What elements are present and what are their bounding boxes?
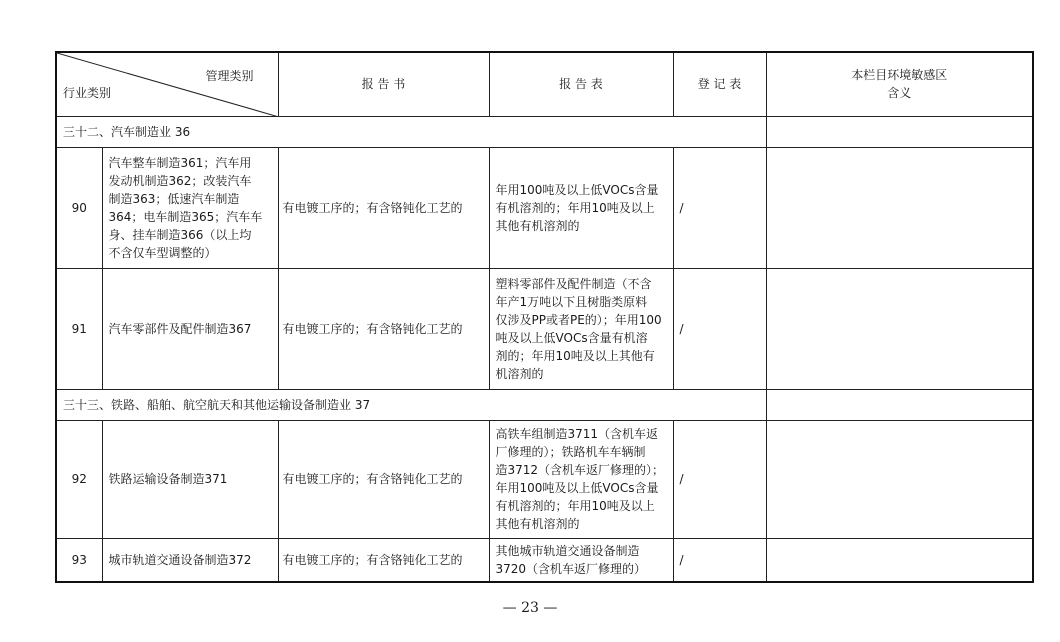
report-book-header: 报 告 书	[278, 52, 489, 116]
register-form-cell: /	[673, 420, 766, 538]
industry-name	[102, 147, 278, 268]
report-form-line: 厂修理的）；铁路机车车辆制	[495, 445, 646, 459]
report-form-line: 机溶剂的	[495, 366, 544, 381]
report-form-line: 3720（含机车返厂修理的）	[495, 561, 647, 576]
report-form-line: 其他有机溶剂的	[495, 218, 580, 233]
table-row	[56, 147, 1033, 268]
register-form-header: 登 记 表	[673, 52, 766, 116]
industry-name-line: 汽车整车制造361；汽车用	[108, 155, 252, 170]
industry-category-label: 行业类别	[63, 85, 112, 100]
row-number: 93	[56, 538, 102, 582]
diagonal-header-cell	[56, 52, 278, 116]
report-book-cell: 有电镀工序的；有含铬钝化工艺的	[278, 538, 489, 582]
report-form-cell	[489, 268, 673, 389]
report-form-line: 仅涉及PP或者PE的）；年用100	[495, 312, 662, 327]
section-row	[56, 116, 1033, 147]
report-form-line: 有机溶剂的；年用10吨及以上	[495, 499, 655, 513]
industry-name-line: 身、挂车制造366（以上均	[108, 227, 252, 242]
report-form-cell	[489, 538, 673, 582]
register-form-cell: /	[673, 538, 766, 582]
management-category-label: 管理类别	[205, 69, 254, 83]
report-form-cell	[489, 420, 673, 538]
industry-name-line: 汽车零部件及配件制造367	[108, 321, 252, 336]
report-form-line: 其他城市轨道交通设备制造	[495, 543, 640, 558]
section-title: 三十二、汽车制造业 36	[56, 116, 766, 147]
report-form-line: 剂的；年用10吨及以上其他有	[495, 348, 655, 363]
row-number: 90	[56, 147, 102, 268]
row-number: 91	[56, 268, 102, 389]
section-title: 三十三、铁路、船舶、航空航天和其他运输设备制造业 37	[56, 389, 766, 420]
sensitive-area-header	[766, 52, 1033, 116]
sensitive-area-cell	[766, 147, 1033, 268]
industry-name-line: 制造363；低速汽车制造	[108, 191, 240, 206]
table-row	[56, 538, 1033, 582]
industry-name	[102, 268, 278, 389]
sensitive-area-cell	[766, 268, 1033, 389]
register-form-cell: /	[673, 268, 766, 389]
report-form-line: 造3712（含机车返厂修理的）；	[495, 463, 665, 477]
section-row	[56, 389, 1033, 420]
report-form-line: 吨及以上低VOCs含量有机溶	[495, 330, 648, 345]
table-row	[56, 420, 1033, 538]
report-form-line: 年产1万吨以下且树脂类原料	[495, 294, 648, 309]
sensitive-area-header-line1: 本栏目环境敏感区	[851, 68, 948, 83]
industry-name	[102, 538, 278, 582]
header-row	[56, 52, 1033, 116]
table-row	[56, 268, 1033, 389]
empty-cell	[766, 116, 1033, 147]
report-book-cell: 有电镀工序的；有含铬钝化工艺的	[278, 420, 489, 538]
sensitive-area-header-line2: 含义	[887, 86, 912, 101]
industry-name	[102, 420, 278, 538]
sensitive-area-cell	[766, 538, 1033, 582]
report-form-line: 年用100吨及以上低VOCs含量	[495, 182, 659, 197]
report-form-line: 有机溶剂的；年用10吨及以上	[495, 200, 655, 215]
sensitive-area-cell	[766, 420, 1033, 538]
report-form-header: 报 告 表	[489, 52, 673, 116]
page-number: — 23 —	[502, 600, 558, 616]
report-form-line: 高铁车组制造3711（含机车返	[495, 427, 659, 441]
industry-name-line: 发动机制造362；改装汽车	[108, 173, 252, 188]
empty-cell	[766, 389, 1033, 420]
row-number: 92	[56, 420, 102, 538]
report-book-cell: 有电镀工序的；有含铬钝化工艺的	[278, 268, 489, 389]
industry-name-line: 不含仅车型调整的）	[108, 245, 217, 260]
register-form-cell: /	[673, 147, 766, 268]
report-book-cell: 有电镀工序的；有含铬钝化工艺的	[278, 147, 489, 268]
industry-name-line: 城市轨道交通设备制造372	[108, 552, 252, 567]
report-form-line: 塑料零部件及配件制造（不含	[495, 276, 652, 291]
report-form-cell	[489, 147, 673, 268]
report-form-line: 年用100吨及以上低VOCs含量	[495, 481, 659, 495]
industry-name-line: 364；电车制造365；汽车车	[108, 209, 263, 224]
classification-table	[55, 51, 1034, 583]
industry-name-line: 铁路运输设备制造371	[108, 472, 228, 486]
report-form-line: 其他有机溶剂的	[495, 517, 580, 531]
